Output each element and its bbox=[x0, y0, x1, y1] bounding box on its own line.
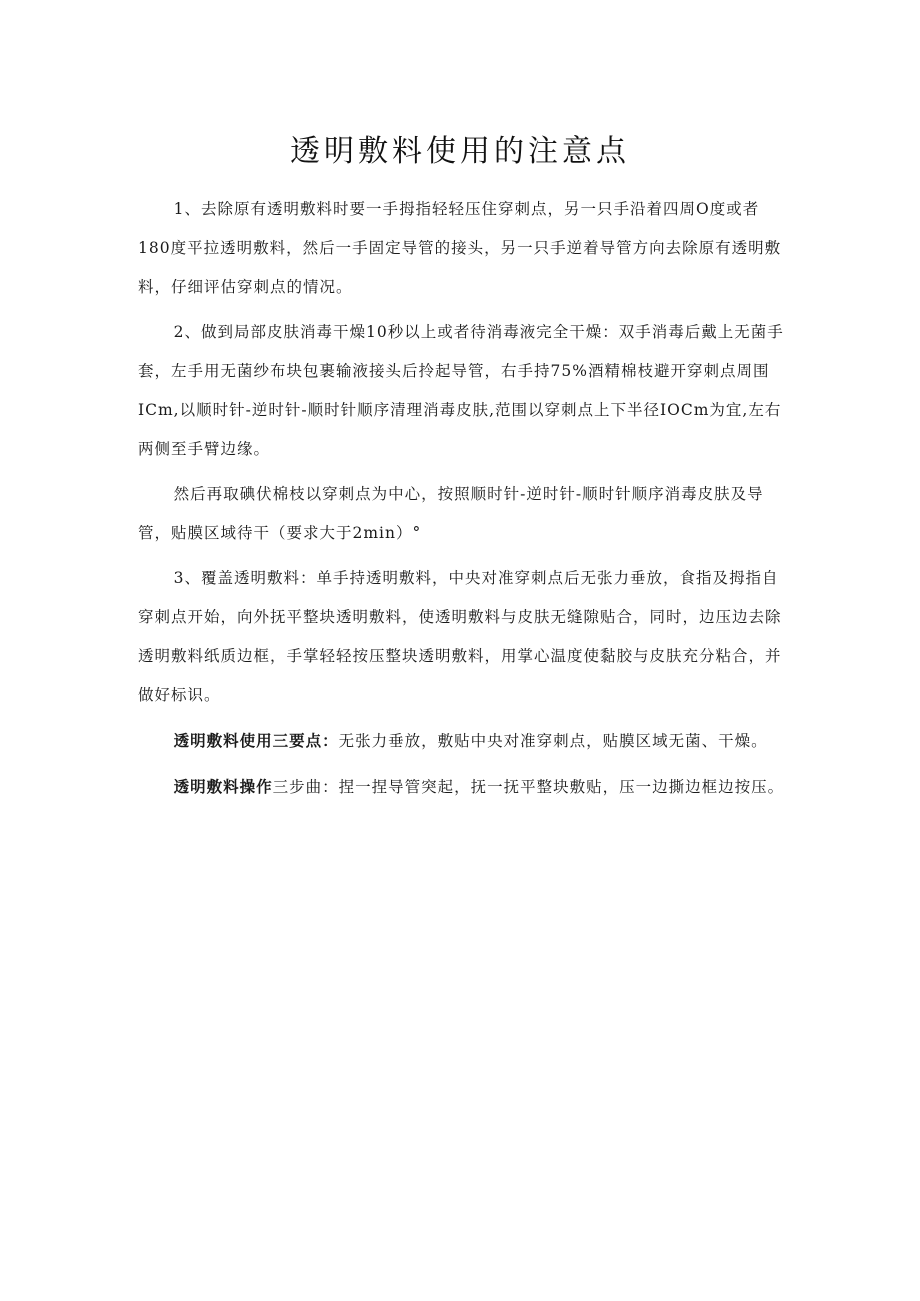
summary-operation-steps-label: 透明敷料操作 bbox=[173, 777, 273, 796]
paragraph-step-1: 1、去除原有透明敷料时要一手拇指轻轻压住穿刺点，另一只手沿着四周O度或者180度平拉透明敷料，然后一手固定导管的接头，另一只手逆着导管方向去除原有透明敷料，仔细评估穿刺点的情况。 bbox=[138, 200, 782, 296]
page-title: 透明敷料使用的注意点 bbox=[290, 134, 630, 169]
summary-operation-steps-text: 三步曲：捏一捏导管突起，抚一抚平整块敷贴，压一边撕边框边按压。 bbox=[272, 778, 785, 796]
summary-key-points-label: 透明敷料使用三要点： bbox=[173, 731, 339, 750]
document-body bbox=[138, 190, 790, 807]
paragraph-step-2: 2、做到局部皮肤消毒干燥10秒以上或者待消毒液完全干燥：双手消毒后戴上无菌手套，左手用无菌纱布块包裹输液接头后拎起导管，右手持75%酒精棉枝避开穿刺点周围ICm,以顺时针-逆时针-顺时针顺序清理消毒皮肤,范围以穿刺点上下半径IOCm为宜,左右两侧至手臂边缘。 bbox=[138, 323, 784, 458]
paragraph-step-3: 3、覆盖透明敷料：单手持透明敷料，中央对准穿刺点后无张力垂放，食指及拇指自穿刺点开始，向外抚平整块透明敷料，使透明敷料与皮肤无缝隙贴合，同时，边压边去除透明敷料纸质边框，手掌轻轻按压整块透明敷料，用掌心温度使黏胶与皮肤充分粘合，并做好标识。 bbox=[138, 569, 782, 704]
paragraph-step-2-continued: 然后再取碘伏棉枝以穿刺点为中心，按照顺时针-逆时针-顺时针顺序消毒皮肤及导管，贴膜区域待干（要求大于2min）° bbox=[138, 485, 764, 542]
summary-key-points bbox=[138, 721, 790, 761]
summary-operation-steps bbox=[138, 767, 790, 807]
summary-key-points-text: 无张力垂放，敷贴中央对准穿刺点，贴膜区域无菌、干燥。 bbox=[338, 732, 768, 750]
